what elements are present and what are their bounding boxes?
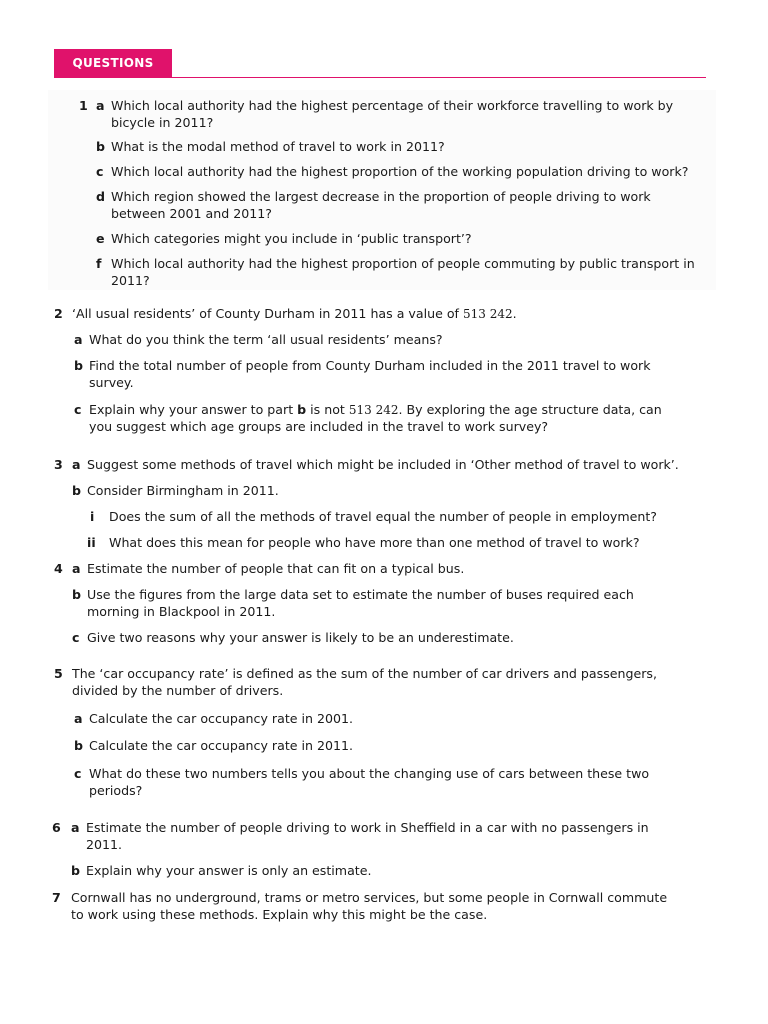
question-text: Give two reasons why your answer is likely to be an underestimate. xyxy=(87,630,514,645)
question-text xyxy=(89,401,662,419)
question-text: Find the total number of people from County Durham included in the 2011 travel to work xyxy=(89,358,651,373)
stem-end: . xyxy=(512,306,517,321)
part-reference: b xyxy=(297,402,307,417)
question-text: Explain why your answer is only an estimate. xyxy=(86,863,372,878)
part-letter: b xyxy=(74,358,84,373)
part-letter: b xyxy=(96,139,106,154)
question-text: morning in Blackpool in 2011. xyxy=(87,604,276,619)
question-text: periods? xyxy=(89,783,143,798)
question-text: 2011? xyxy=(111,273,150,288)
part-letter: a xyxy=(71,820,80,835)
question-text: Which local authority had the highest proportion of people commuting by public transport in xyxy=(111,256,695,271)
question-number: 5 xyxy=(54,666,63,681)
part-letter: c xyxy=(72,630,80,645)
question-stem: to work using these methods. Explain why this might be the case. xyxy=(71,907,488,922)
question-stem: divided by the number of drivers. xyxy=(72,683,284,698)
part-letter: b xyxy=(72,483,82,498)
stem-value: 513 242 xyxy=(462,307,513,321)
part-letter: e xyxy=(96,231,105,246)
part-letter: f xyxy=(96,256,102,271)
part-letter: a xyxy=(96,98,105,113)
question-text: Which region showed the largest decrease in the proportion of people driving to work xyxy=(111,189,651,204)
part-letter: b xyxy=(71,863,81,878)
part-letter: a xyxy=(74,332,83,347)
question-text: between 2001 and 2011? xyxy=(111,206,272,221)
part-letter: c xyxy=(74,402,82,417)
question-stem: Cornwall has no underground, trams or metro services, but some people in Cornwall commute xyxy=(71,890,668,905)
header-rule xyxy=(54,77,706,78)
text-segment: is not xyxy=(306,402,349,417)
question-number: 3 xyxy=(54,457,63,472)
question-text: What does this mean for people who have more than one method of travel to work? xyxy=(109,535,640,550)
part-letter: a xyxy=(72,561,81,576)
question-number: 6 xyxy=(52,820,61,835)
part-letter: c xyxy=(74,766,82,781)
question-text: Does the sum of all the methods of travel equal the number of people in employment? xyxy=(109,509,657,524)
question-text: Which local authority had the highest proportion of the working population driving to work? xyxy=(111,164,689,179)
question-stem: The ‘car occupancy rate’ is defined as the sum of the number of car drivers and passengers, xyxy=(72,666,657,681)
part-letter: a xyxy=(74,711,83,726)
question-text: Calculate the car occupancy rate in 2001. xyxy=(89,711,354,726)
question-text: What do you think the term ‘all usual residents’ means? xyxy=(89,332,443,347)
question-text: Which local authority had the highest percentage of their workforce travelling to work by xyxy=(111,98,674,113)
part-letter: a xyxy=(72,457,81,472)
question-number: 1 xyxy=(79,98,88,113)
question-number: 7 xyxy=(52,890,61,905)
questions-tab: QUESTIONS xyxy=(54,49,172,78)
question-text: Estimate the number of people driving to work in Sheffield in a car with no passengers in xyxy=(86,820,649,835)
question-text: survey. xyxy=(89,375,134,390)
text-segment: Explain why your answer to part xyxy=(89,402,298,417)
part-letter: c xyxy=(96,164,104,179)
part-letter: b xyxy=(72,587,82,602)
part-letter: b xyxy=(74,738,84,753)
question-number: 4 xyxy=(54,561,63,576)
text-segment: . By exploring the age structure data, can xyxy=(398,402,662,417)
question-number: 2 xyxy=(54,306,63,321)
question-stem xyxy=(72,305,517,323)
question-text: bicycle in 2011? xyxy=(111,115,214,130)
value: 513 242 xyxy=(348,403,399,417)
part-numeral: i xyxy=(90,509,95,524)
question-text: Use the figures from the large data set to estimate the number of buses required each xyxy=(87,587,634,602)
question-text: Calculate the car occupancy rate in 2011. xyxy=(89,738,354,753)
question-text: Suggest some methods of travel which might be included in ‘Other method of travel to work’. xyxy=(87,457,679,472)
question-text: Which categories might you include in ‘public transport’? xyxy=(111,231,472,246)
question-text: you suggest which age groups are included in the travel to work survey? xyxy=(89,419,549,434)
question-text: What do these two numbers tells you about the changing use of cars between these two xyxy=(89,766,650,781)
question-text: Consider Birmingham in 2011. xyxy=(87,483,279,498)
part-numeral: ii xyxy=(87,535,96,550)
question-text: What is the modal method of travel to work in 2011? xyxy=(111,139,445,154)
stem-text: ‘All usual residents’ of County Durham in 2011 has a value of xyxy=(72,306,463,321)
question-text: 2011. xyxy=(86,837,123,852)
part-letter: d xyxy=(96,189,106,204)
question-text: Estimate the number of people that can fit on a typical bus. xyxy=(87,561,465,576)
